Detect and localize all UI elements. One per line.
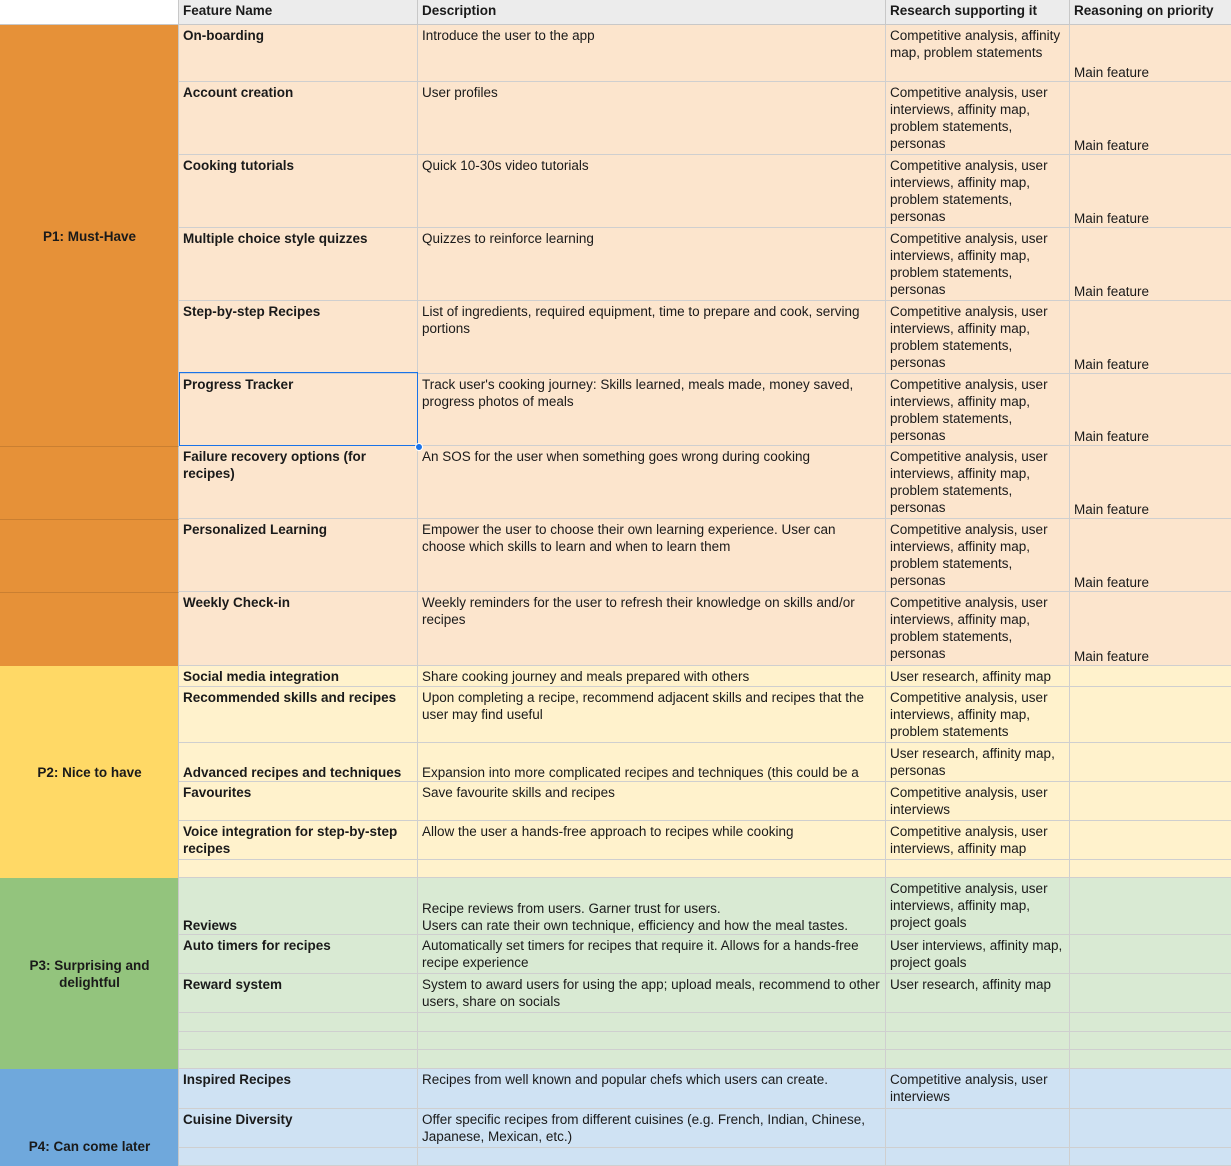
description-cell[interactable]: Expansion into more complicated recipes and techniques (this could be a: [418, 743, 886, 782]
header-feature-name[interactable]: Feature Name: [179, 0, 418, 25]
research-cell[interactable]: Competitive analysis, user interviews, affinity map: [886, 821, 1070, 860]
feature-cell[interactable]: Failure recovery options (for recipes): [179, 446, 418, 519]
description-cell[interactable]: [418, 1013, 886, 1032]
description-cell[interactable]: Quick 10-30s video tutorials: [418, 155, 886, 228]
research-cell[interactable]: Competitive analysis, user interviews, affinity map, problem statements, personas: [886, 592, 1070, 666]
table-row: [179, 301, 1231, 374]
group-divider: [0, 519, 179, 520]
feature-cell[interactable]: [179, 1032, 418, 1050]
feature-cell[interactable]: [179, 1013, 418, 1032]
reasoning-cell[interactable]: Main feature: [1070, 82, 1231, 155]
feature-cell[interactable]: [179, 1148, 418, 1166]
reasoning-cell[interactable]: [1070, 821, 1231, 860]
feature-cell[interactable]: [179, 860, 418, 878]
reasoning-cell[interactable]: [1070, 1013, 1231, 1032]
reasoning-cell[interactable]: [1070, 666, 1231, 687]
description-cell[interactable]: [418, 860, 886, 878]
description-cell[interactable]: Save favourite skills and recipes: [418, 782, 886, 821]
reasoning-cell[interactable]: Main feature: [1070, 301, 1231, 374]
research-cell[interactable]: Competitive analysis, user interviews, affinity map, problem statements, personas: [886, 82, 1070, 155]
description-cell[interactable]: Offer specific recipes from different cuisines (e.g. French, Indian, Chinese, Japanese, Mexican, etc.): [418, 1109, 886, 1148]
research-cell[interactable]: User research, affinity map: [886, 974, 1070, 1013]
reasoning-cell[interactable]: [1070, 1148, 1231, 1166]
feature-cell[interactable]: Auto timers for recipes: [179, 935, 418, 974]
feature-cell[interactable]: On-boarding: [179, 25, 418, 82]
research-cell[interactable]: Competitive analysis, user interviews, affinity map, problem statements, personas: [886, 228, 1070, 301]
description-cell[interactable]: An SOS for the user when something goes wrong during cooking: [418, 446, 886, 519]
feature-cell[interactable]: Step-by-step Recipes: [179, 301, 418, 374]
research-cell[interactable]: [886, 1032, 1070, 1050]
feature-cell[interactable]: Social media integration: [179, 666, 418, 687]
priority-label-p3: P3: Surprising and delightful: [29, 958, 150, 990]
priority-label-p1: P1: Must-Have: [42, 229, 137, 244]
reasoning-cell[interactable]: [1070, 1050, 1231, 1069]
header-corner-cell[interactable]: [0, 0, 179, 25]
feature-cell[interactable]: Cooking tutorials: [179, 155, 418, 228]
reasoning-cell[interactable]: Main feature: [1070, 446, 1231, 519]
table-row: [179, 666, 1231, 687]
reasoning-cell[interactable]: [1070, 1069, 1231, 1109]
description-cell[interactable]: System to award users for using the app; upload meals, recommend to other users, share on socials: [418, 974, 886, 1013]
research-cell[interactable]: Competitive analysis, user interviews, affinity map, problem statements, personas: [886, 446, 1070, 519]
group-divider: [0, 446, 179, 447]
reasoning-cell[interactable]: [1070, 743, 1231, 782]
description-cell[interactable]: Recipes from well known and popular chefs which users can create.: [418, 1069, 886, 1109]
description-cell[interactable]: Recipe reviews from users. Garner trust for users. Users can rate their own technique, efficiency and how the meal tastes.: [418, 878, 886, 935]
table-row: [179, 1109, 1231, 1148]
description-cell[interactable]: Introduce the user to the app: [418, 25, 886, 82]
reasoning-cell[interactable]: Main feature: [1070, 155, 1231, 228]
research-cell[interactable]: [886, 1109, 1070, 1148]
feature-cell[interactable]: Favourites: [179, 782, 418, 821]
table-row: [179, 974, 1231, 1013]
table-row: [179, 1050, 1231, 1069]
group-divider: [0, 592, 179, 593]
table-row: [179, 935, 1231, 974]
description-cell[interactable]: Quizzes to reinforce learning: [418, 228, 886, 301]
table-row: [179, 592, 1231, 666]
reasoning-cell[interactable]: Main feature: [1070, 25, 1231, 82]
table-row: [179, 519, 1231, 592]
reasoning-cell[interactable]: [1070, 1032, 1231, 1050]
reasoning-cell[interactable]: [1070, 782, 1231, 821]
description-cell[interactable]: [418, 1050, 886, 1069]
research-cell[interactable]: [886, 1013, 1070, 1032]
feature-cell[interactable]: Voice integration for step-by-step recipes: [179, 821, 418, 860]
table-row: [179, 446, 1231, 519]
description-cell[interactable]: [418, 1148, 886, 1166]
table-row: [179, 1069, 1231, 1109]
description-cell[interactable]: List of ingredients, required equipment, time to prepare and cook, serving portions: [418, 301, 886, 374]
research-cell[interactable]: [886, 860, 1070, 878]
table-row: [179, 743, 1231, 782]
reasoning-cell[interactable]: Main feature: [1070, 592, 1231, 666]
group-cell-p1[interactable]: [0, 25, 179, 666]
description-cell[interactable]: Automatically set timers for recipes that require it. Allows for a hands-free recipe experience: [418, 935, 886, 974]
research-cell[interactable]: [886, 1050, 1070, 1069]
table-row: [179, 25, 1231, 82]
fill-handle[interactable]: [415, 443, 423, 451]
table-row: [179, 228, 1231, 301]
reasoning-cell[interactable]: Main feature: [1070, 228, 1231, 301]
feature-cell[interactable]: Reviews: [179, 878, 418, 935]
feature-cell[interactable]: Cuisine Diversity: [179, 1109, 418, 1148]
table-row: [179, 155, 1231, 228]
description-cell[interactable]: Weekly reminders for the user to refresh their knowledge on skills and/or recipes: [418, 592, 886, 666]
research-cell[interactable]: Competitive analysis, user interviews: [886, 1069, 1070, 1109]
research-cell[interactable]: Competitive analysis, user interviews, affinity map, problem statements, personas: [886, 301, 1070, 374]
research-cell[interactable]: Competitive analysis, affinity map, problem statements: [886, 25, 1070, 82]
description-cell[interactable]: Empower the user to choose their own learning experience. User can choose which skills to learn and when to learn them: [418, 519, 886, 592]
research-cell[interactable]: Competitive analysis, user interviews, affinity map, project goals: [886, 878, 1070, 935]
feature-cell[interactable]: Advanced recipes and techniques: [179, 743, 418, 782]
research-cell[interactable]: [886, 1148, 1070, 1166]
table-row: [179, 860, 1231, 878]
research-cell[interactable]: Competitive analysis, user interviews, affinity map, problem statements, personas: [886, 374, 1070, 446]
description-cell[interactable]: Upon completing a recipe, recommend adjacent skills and recipes that the user may find useful: [418, 687, 886, 743]
table-row: [179, 1148, 1231, 1166]
research-cell[interactable]: Competitive analysis, user interviews: [886, 782, 1070, 821]
reasoning-cell[interactable]: [1070, 687, 1231, 743]
reasoning-cell[interactable]: [1070, 878, 1231, 935]
description-cell[interactable]: Share cooking journey and meals prepared with others: [418, 666, 886, 687]
table-row: [179, 1013, 1231, 1032]
description-cell[interactable]: [418, 1032, 886, 1050]
research-cell[interactable]: User research, affinity map: [886, 666, 1070, 687]
table-row: [179, 687, 1231, 743]
research-cell[interactable]: Competitive analysis, user interviews, affinity map, problem statements: [886, 687, 1070, 743]
feature-cell[interactable]: Weekly Check-in: [179, 592, 418, 666]
feature-cell[interactable]: Multiple choice style quizzes: [179, 228, 418, 301]
header-research[interactable]: Research supporting it: [886, 0, 1070, 25]
feature-cell[interactable]: Inspired Recipes: [179, 1069, 418, 1109]
feature-cell[interactable]: Reward system: [179, 974, 418, 1013]
research-cell[interactable]: User research, affinity map, personas: [886, 743, 1070, 782]
feature-cell[interactable]: Progress Tracker: [179, 374, 418, 446]
header-description[interactable]: Description: [418, 0, 886, 25]
description-cell[interactable]: Track user's cooking journey: Skills learned, meals made, money saved, progress photos of meals: [418, 374, 886, 446]
feature-cell[interactable]: Account creation: [179, 82, 418, 155]
description-cell[interactable]: User profiles: [418, 82, 886, 155]
table-row: [179, 782, 1231, 821]
research-cell[interactable]: Competitive analysis, user interviews, affinity map, problem statements, personas: [886, 519, 1070, 592]
header-reasoning[interactable]: Reasoning on priority: [1070, 0, 1231, 25]
research-cell[interactable]: Competitive analysis, user interviews, affinity map, problem statements, personas: [886, 155, 1070, 228]
table-row: [179, 1032, 1231, 1050]
feature-cell[interactable]: [179, 1050, 418, 1069]
table-row: [179, 374, 1231, 446]
table-row: [179, 878, 1231, 935]
priority-label-p4: P4: Can come later: [28, 1139, 151, 1154]
table-row: [179, 821, 1231, 860]
reasoning-cell[interactable]: Main feature: [1070, 519, 1231, 592]
priority-label-p2: P2: Nice to have: [37, 765, 142, 780]
reasoning-cell[interactable]: [1070, 1109, 1231, 1148]
reasoning-cell[interactable]: [1070, 974, 1231, 1013]
reasoning-cell[interactable]: [1070, 935, 1231, 974]
research-cell[interactable]: User interviews, affinity map, project goals: [886, 935, 1070, 974]
feature-cell[interactable]: Recommended skills and recipes: [179, 687, 418, 743]
reasoning-cell[interactable]: Main feature: [1070, 374, 1231, 446]
feature-cell[interactable]: Personalized Learning: [179, 519, 418, 592]
table-row: [179, 82, 1231, 155]
description-cell[interactable]: Allow the user a hands-free approach to recipes while cooking: [418, 821, 886, 860]
reasoning-cell[interactable]: [1070, 860, 1231, 878]
